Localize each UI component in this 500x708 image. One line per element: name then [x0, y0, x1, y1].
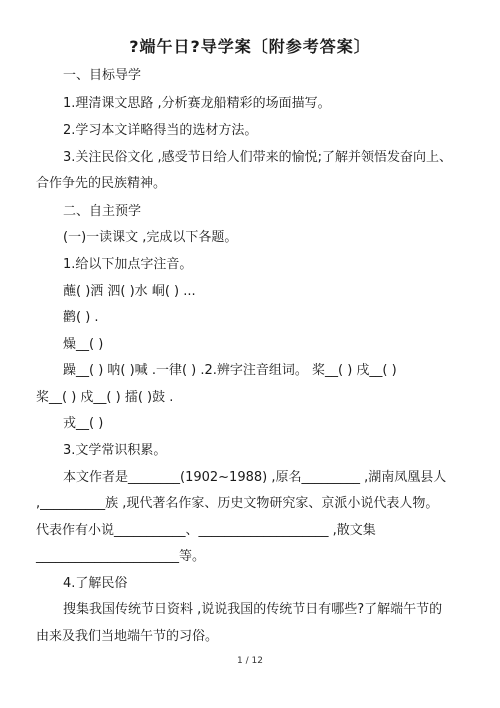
page-number: 1 / 12: [237, 656, 263, 666]
section-heading-goals: 一、目标导学: [63, 68, 142, 83]
goal-item-2: 2.学习本文详略得当的选材方法。: [63, 123, 258, 138]
goal-item-1: 1.理清课文思路 ,分析赛龙船精彩的场面描写。: [63, 96, 331, 111]
pinyin-line-4: 躁__( ) 呐( )喊 .一律( ) .2.辨字注音组词。 桨__( ) 戌__( ): [63, 363, 397, 378]
question-4: 4.了解民俗: [63, 576, 128, 591]
literature-line-2: ,__________族 ,现代著名作家、历史文物研究家、京派小说代表人物。: [36, 496, 439, 511]
pinyin-line-2: 鹳( ) .: [63, 310, 99, 325]
pinyin-line-5: 桨__( ) 戍__( ) 擂( )鼓 .: [36, 390, 174, 405]
custom-line-2: 由来及我们当地端午节的习俗。: [36, 629, 219, 644]
custom-line-1: 搜集我国传统节日资料 ,说说我国的传统节日有哪些?了解端午节的: [63, 602, 443, 617]
section-heading-preview: 二、自主预学: [63, 204, 142, 219]
literature-line-3: 代表作有小说___________、____________________ ,散文集: [36, 523, 376, 538]
literature-line-4: ______________________等。: [36, 549, 206, 564]
pinyin-line-6: 戎__( ): [63, 416, 104, 431]
literature-line-1: 本文作者是________(1902~1988) ,原名_________ ,湖南凤凰县人: [63, 470, 447, 485]
document-title: ?端午日?导学案〔附参考答案〕: [129, 37, 371, 56]
pinyin-line-3: 燥__( ): [63, 337, 104, 352]
goal-item-3: 3.关注民俗文化 ,感受节日给人们带来的愉悦;了解并领悟发奋向上、: [63, 150, 453, 165]
question-1: 1.给以下加点字注音。: [63, 257, 193, 272]
goal-item-3-cont: 合作争先的民族精神。: [36, 176, 167, 191]
subsection-read: (一)一读课文 ,完成以下各题。: [63, 230, 238, 245]
question-3: 3.文学常识积累。: [63, 443, 167, 458]
pinyin-line-1: 蘸( )洒 泗( )水 峒( ) ...: [63, 284, 196, 299]
